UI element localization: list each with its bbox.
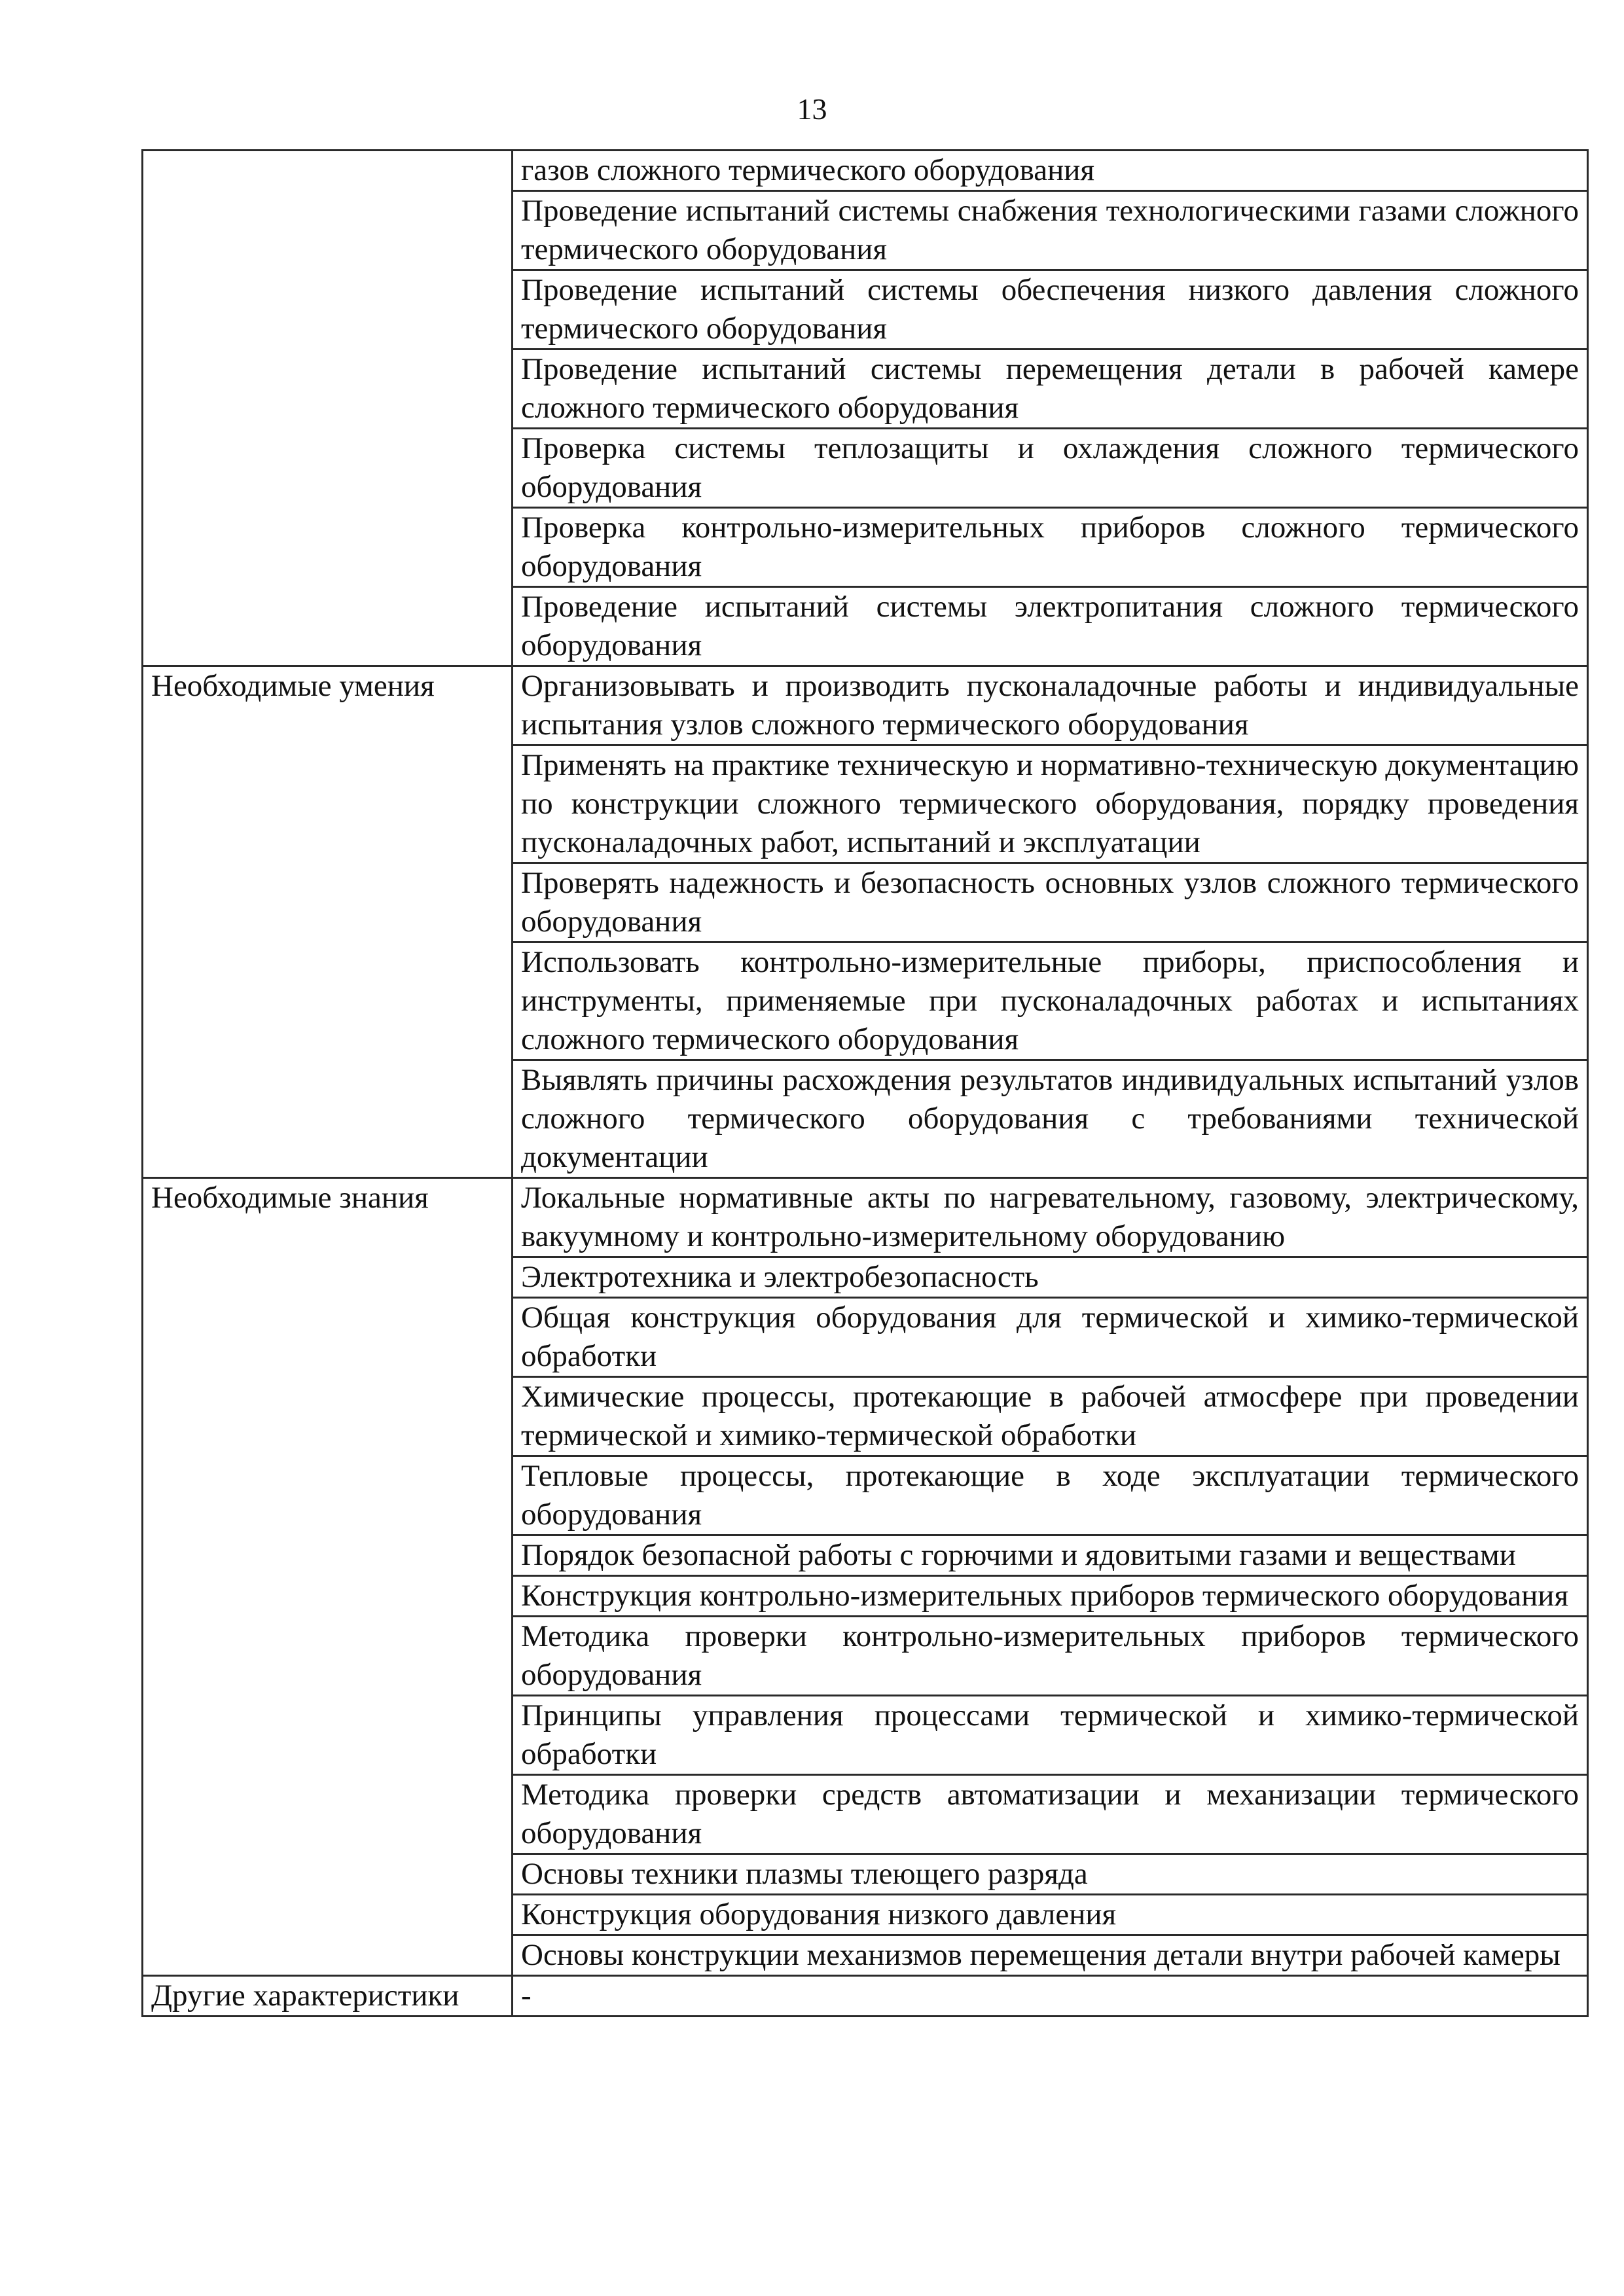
- knowledge-item: Методика проверки средств автоматизации и механизации термического оборудования: [513, 1775, 1588, 1854]
- knowledge-item: Тепловые процессы, протекающие в ходе эксплуатации термического оборудования: [513, 1456, 1588, 1535]
- knowledge-item: Методика проверки контрольно-измерительных приборов термического оборудования: [513, 1617, 1588, 1696]
- knowledge-item: Порядок безопасной работы с горючими и ядовитыми газами и веществами: [513, 1535, 1588, 1576]
- knowledge-item: Основы техники плазмы тлеющего разряда: [513, 1854, 1588, 1895]
- labor-action-item: Проверка системы теплозащиты и охлаждения сложного термического оборудования: [513, 429, 1588, 508]
- knowledge-item: Принципы управления процессами термической и химико-термической обработки: [513, 1696, 1588, 1775]
- knowledge-item: Электротехника и электробезопасность: [513, 1257, 1588, 1298]
- labor-action-item: Проведение испытаний системы снабжения технологическими газами сложного термического оборудования: [513, 191, 1588, 270]
- labor-action-item: Проведение испытаний системы перемещения детали в рабочей камере сложного термического оборудования: [513, 350, 1588, 429]
- skill-item: Проверять надежность и безопасность основных узлов сложного термического оборудования: [513, 863, 1588, 942]
- labor-action-item: Проведение испытаний системы электропитания сложного термического оборудования: [513, 587, 1588, 666]
- other-label: Другие характеристики: [143, 1976, 513, 2017]
- labor-action-item: газов сложного термического оборудования: [513, 151, 1588, 191]
- skill-item: Применять на практике техническую и нормативно-техническую документацию по конструкции сложного термического оборудования, порядку проведения пусконаладочных работ, испытаний и эксплуатации: [513, 745, 1588, 863]
- knowledge-label: Необходимые знания: [143, 1178, 513, 1976]
- knowledge-item: Общая конструкция оборудования для термической и химико-термической обработки: [513, 1298, 1588, 1377]
- knowledge-item: Конструкция оборудования низкого давления: [513, 1895, 1588, 1935]
- labor-action-item: Проведение испытаний системы обеспечения низкого давления сложного термического оборудования: [513, 270, 1588, 350]
- labor-action-item: Проверка контрольно-измерительных приборов сложного термического оборудования: [513, 508, 1588, 587]
- knowledge-item: Конструкция контрольно-измерительных приборов термического оборудования: [513, 1576, 1588, 1617]
- table-row: [143, 666, 1588, 745]
- table-row: [143, 151, 1588, 191]
- knowledge-item: Химические процессы, протекающие в рабочей атмосфере при проведении термической и химико-термической обработки: [513, 1377, 1588, 1456]
- page-number: 13: [797, 92, 827, 126]
- labor-actions-label-cell: [143, 151, 513, 666]
- other-value: -: [513, 1976, 1588, 2017]
- job-requirements-table: [141, 149, 1589, 2017]
- skills-label: Необходимые умения: [143, 666, 513, 1178]
- skill-item: Выявлять причины расхождения результатов индивидуальных испытаний узлов сложного термического оборудования с требованиями технической документации: [513, 1060, 1588, 1178]
- knowledge-item: Основы конструкции механизмов перемещения детали внутри рабочей камеры: [513, 1935, 1588, 1976]
- table-row: [143, 1178, 1588, 1257]
- table-row: [143, 1976, 1588, 2017]
- knowledge-item: Локальные нормативные акты по нагревательному, газовому, электрическому, вакуумному и контрольно-измерительному оборудованию: [513, 1178, 1588, 1257]
- skill-item: Использовать контрольно-измерительные приборы, приспособления и инструменты, применяемые при пусконаладочных работах и испытаниях сложного термического оборудования: [513, 942, 1588, 1060]
- skill-item: Организовывать и производить пусконаладочные работы и индивидуальные испытания узлов сложного термического оборудования: [513, 666, 1588, 745]
